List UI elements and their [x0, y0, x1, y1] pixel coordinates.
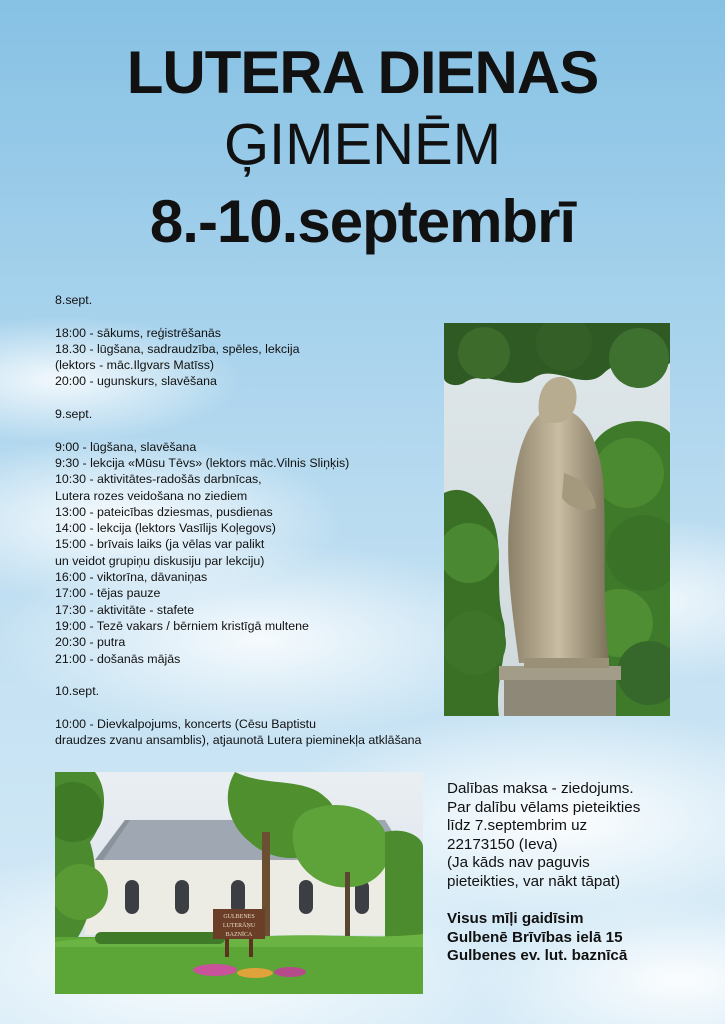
luther-statue-photo — [444, 323, 670, 716]
info-line: 22173150 (Ieva) — [447, 835, 558, 853]
schedule-line: 17:30 - aktivitāte - stafete — [55, 602, 195, 617]
title-line-3: 8.-10.septembrī — [149, 188, 576, 255]
schedule-line: 10.sept. — [55, 684, 100, 699]
schedule-line: 21:00 - došanās mājās — [55, 651, 181, 666]
schedule-line: 13:00 - pateicības dziesmas, pusdienas — [55, 504, 273, 519]
info-line: līdz 7.septembrim uz — [447, 817, 588, 835]
info-line: Par dalību vēlams pieteikties — [447, 798, 641, 816]
closing-line: Gulbenes ev. lut. baznīcā — [447, 947, 628, 965]
closing-line: Visus mīļi gaidīsim — [447, 910, 584, 928]
schedule-spacer — [55, 667, 475, 683]
schedule-spacer — [55, 308, 475, 324]
participation-info — [447, 780, 717, 892]
schedule-line: 9:00 - lūgšana, slavēšana — [55, 439, 197, 454]
schedule-spacer — [55, 422, 475, 438]
schedule-spacer — [55, 390, 475, 406]
schedule-line: un veidot grupiņu diskusiju par lekciju) — [55, 553, 265, 568]
schedule-line: 10:30 - aktivitātes-radošās darbnīcas, — [55, 472, 262, 487]
schedule-line: (lektors - māc.Ilgvars Matīss) — [55, 358, 215, 373]
schedule-spacer — [55, 699, 475, 715]
schedule-line: 15:00 - brīvais laiks (ja vēlas var palikt — [55, 537, 265, 552]
schedule — [55, 292, 475, 748]
schedule-line: 9:30 - lekcija «Mūsu Tēvs» (lektors māc.Vilnis Sliņķis) — [55, 455, 350, 470]
schedule-line: 9.sept. — [55, 407, 93, 422]
info-line: Dalības maksa - ziedojums. — [447, 780, 634, 797]
schedule-line: 18:00 - sākums, reģistrēšanās — [55, 325, 221, 340]
poster-title — [0, 38, 725, 262]
title-line-2: ĢIMENĒM — [223, 112, 502, 177]
closing-line: Gulbenē Brīvības ielā 15 — [447, 928, 623, 946]
schedule-line: 19:00 - Tezē vakars / bērniem kristīgā multene — [55, 618, 309, 633]
schedule-line: 14:00 - lekcija (lektors Vasīlijs Koļegovs) — [55, 521, 276, 536]
church-sign-line-1: GULBENES — [223, 914, 255, 920]
schedule-line: 18.30 - lūgšana, sadraudzība, spēles, lekcija — [55, 341, 300, 356]
schedule-line: 16:00 - viktorīna, dāvaniņas — [55, 570, 208, 585]
info-line: pieteikties, var nākt tāpat) — [447, 872, 621, 890]
schedule-line: Lutera rozes veidošana no ziediem — [55, 488, 248, 503]
closing-invitation — [447, 910, 717, 966]
schedule-line: 10:00 - Dievkalpojums, koncerts (Cēsu Baptistu — [55, 716, 317, 731]
info-line: (Ja kāds nav paguvis — [447, 854, 590, 872]
church-sign-line-2: LUTERĀŅU — [222, 923, 256, 929]
info-block — [447, 780, 717, 966]
church-sign-line-3: BAZNĪCA — [225, 932, 253, 938]
schedule-line: 20:00 - ugunskurs, slavēšana — [55, 374, 217, 389]
schedule-line: 20:30 - putra — [55, 635, 126, 650]
schedule-line: draudzes zvanu ansamblis), atjaunotā Lutera pieminekļa atklāšana — [55, 733, 422, 748]
schedule-line: 8.sept. — [55, 293, 93, 307]
title-line-1: LUTERA DIENAS — [126, 39, 599, 106]
church-photo — [55, 772, 423, 994]
schedule-line: 17:00 - tējas pauze — [55, 586, 161, 601]
